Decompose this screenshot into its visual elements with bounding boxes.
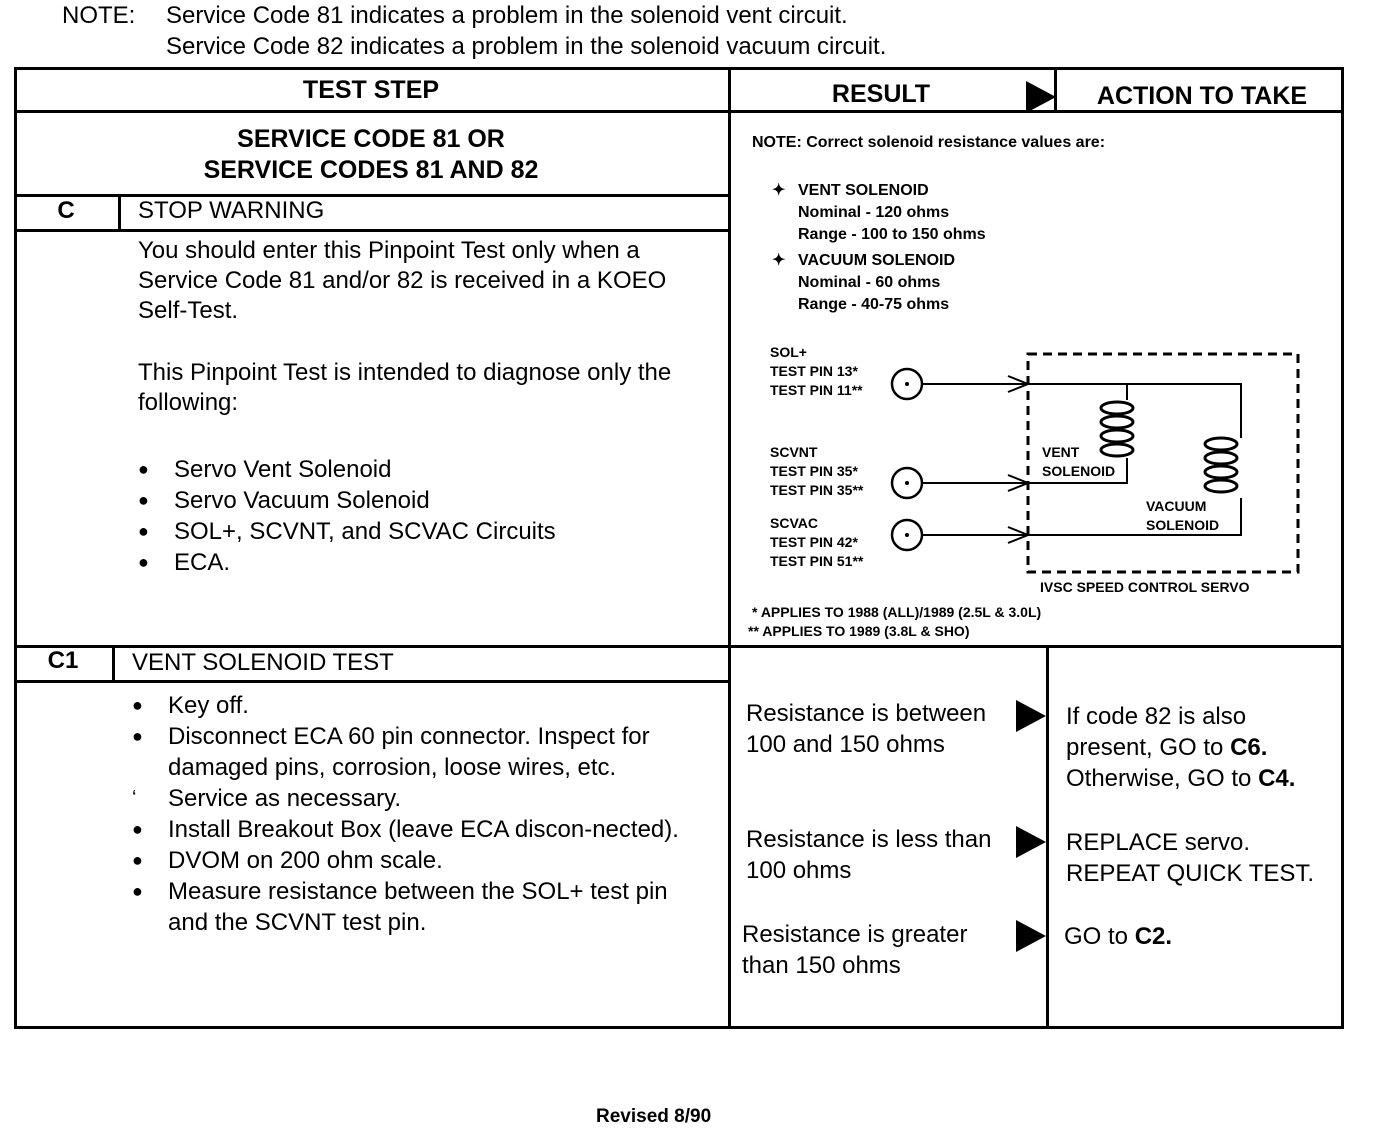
scvac-test-pin bbox=[892, 520, 1028, 550]
result-1: Resistance is between 100 and 150 ohms bbox=[746, 700, 987, 758]
vent-solenoid-values bbox=[798, 180, 986, 246]
step-c-bullet-list bbox=[138, 454, 698, 578]
list-item: ● Key off. bbox=[132, 690, 702, 721]
scvac-pin-2: TEST PIN 51** bbox=[770, 553, 864, 569]
result-3: Resistance is greater than 150 ohms bbox=[742, 921, 968, 979]
list-item: ● Servo Vent Solenoid bbox=[138, 454, 698, 485]
arrow-right-icon bbox=[1026, 81, 1056, 113]
scvac-pin-labels bbox=[770, 514, 863, 571]
vacuum-solenoid-name: VACUUM SOLENOID bbox=[798, 252, 956, 269]
scvac-pin-1: TEST PIN 42* bbox=[770, 534, 858, 550]
list-item: ‘ Service as necessary. bbox=[132, 783, 702, 814]
header-test-step: TEST STEP bbox=[302, 76, 440, 104]
step-c1-title: VENT SOLENOID TEST bbox=[132, 649, 394, 676]
step-c1-id-divider bbox=[112, 645, 115, 681]
diamond-icon: ✦ bbox=[772, 252, 786, 269]
result-2: Resistance is less than 100 ohms bbox=[746, 826, 992, 884]
list-item: ● Measure resistance between the SOL+ test pin and the SCVNT test pin. bbox=[132, 876, 702, 938]
list-item: ● Servo Vacuum Solenoid bbox=[138, 485, 698, 516]
scvnt-pin-1: TEST PIN 35* bbox=[770, 463, 858, 479]
column-divider-action bbox=[1046, 645, 1049, 1029]
section-title-line-2: SERVICE CODES 81 AND 82 bbox=[203, 156, 539, 184]
step-c-paragraph-1: You should enter this Pinpoint Test only when a Service Code 81 and/or 82 is received in a KOEO Self-Test. bbox=[138, 237, 667, 324]
vent-solenoid-nominal: Nominal - 120 ohms bbox=[798, 204, 950, 221]
action-2: REPLACE servo. REPEAT QUICK TEST. bbox=[1066, 829, 1315, 887]
step-c1-id: C1 bbox=[47, 647, 79, 674]
action-3: GO to C2. bbox=[1064, 923, 1173, 950]
vacuum-solenoid-label: VACUUM SOLENOID bbox=[1146, 498, 1220, 533]
scvnt-pin-labels bbox=[770, 443, 863, 500]
arrow-right-icon bbox=[1016, 700, 1046, 732]
arrow-right-icon bbox=[1016, 826, 1046, 858]
arrow-right-icon bbox=[1016, 920, 1046, 952]
vacuum-solenoid-values bbox=[798, 250, 955, 316]
footnote-2: ** APPLIES TO 1989 (3.8L & SHO) bbox=[748, 623, 970, 639]
action-1: If code 82 is also present, GO to C6. Otherwise, GO to C4. bbox=[1066, 703, 1296, 792]
vent-solenoid-range: Range - 100 to 150 ohms bbox=[798, 226, 986, 243]
revision-footer: Revised 8/90 bbox=[596, 1106, 712, 1127]
step-c-bottom-rule bbox=[14, 229, 728, 232]
list-item: ● SOL+, SCVNT, and SCVAC Circuits bbox=[138, 516, 698, 547]
vent-solenoid-label: VENT SOLENOID bbox=[1042, 444, 1116, 479]
sol-test-pin bbox=[892, 369, 1028, 399]
step-c1-top-rule bbox=[14, 645, 1344, 648]
step-c-top-rule bbox=[14, 194, 728, 197]
step-c-title: STOP WARNING bbox=[138, 197, 325, 224]
section-title-line-1: SERVICE CODE 81 OR bbox=[237, 125, 505, 153]
note-label: NOTE: bbox=[62, 2, 136, 29]
vacuum-coil-icon bbox=[1205, 438, 1237, 492]
sol-label: SOL+ bbox=[770, 344, 807, 360]
sol-pin-labels bbox=[770, 343, 863, 400]
list-item: ● Disconnect ECA 60 pin connector. Inspect for damaged pins, corrosion, loose wires, etc. bbox=[132, 721, 702, 783]
header-action: ACTION TO TAKE bbox=[1096, 82, 1308, 110]
sol-pin-1: TEST PIN 13* bbox=[770, 363, 858, 379]
sol-pin-2: TEST PIN 11** bbox=[770, 382, 863, 398]
step-c-id: C bbox=[57, 197, 75, 224]
vacuum-solenoid-range: Range - 40-75 ohms bbox=[798, 296, 950, 313]
list-item: ● Install Breakout Box (leave ECA discon-nected). bbox=[132, 814, 702, 845]
header-result: RESULT bbox=[831, 80, 931, 108]
list-item: ● ECA. bbox=[138, 547, 698, 578]
resistance-note-title: NOTE: Correct solenoid resistance values are: bbox=[752, 134, 1106, 151]
step-c1-bullet-list bbox=[132, 690, 702, 938]
step-c-id-divider bbox=[118, 194, 121, 230]
footnote-1: * APPLIES TO 1988 (ALL)/1989 (2.5L & 3.0L) bbox=[752, 604, 1042, 620]
note-line-1: Service Code 81 indicates a problem in the solenoid vent circuit. bbox=[166, 2, 848, 29]
section-title bbox=[14, 124, 728, 186]
list-item: ● DVOM on 200 ohm scale. bbox=[132, 845, 702, 876]
diamond-icon: ✦ bbox=[772, 182, 786, 199]
scvac-label: SCVAC bbox=[770, 515, 818, 531]
scvnt-test-pin bbox=[892, 468, 1028, 498]
step-c-paragraph-2: This Pinpoint Test is intended to diagnose only the following: bbox=[138, 359, 672, 416]
scvnt-pin-2: TEST PIN 35** bbox=[770, 482, 864, 498]
servo-label: IVSC SPEED CONTROL SERVO bbox=[1040, 579, 1250, 595]
vent-solenoid-name: VENT SOLENOID bbox=[798, 182, 929, 199]
step-c1-bottom-rule bbox=[14, 680, 728, 683]
vacuum-solenoid-nominal: Nominal - 60 ohms bbox=[798, 274, 941, 291]
note-line-2: Service Code 82 indicates a problem in the solenoid vacuum circuit. bbox=[166, 33, 887, 60]
scvnt-label: SCVNT bbox=[770, 444, 818, 460]
